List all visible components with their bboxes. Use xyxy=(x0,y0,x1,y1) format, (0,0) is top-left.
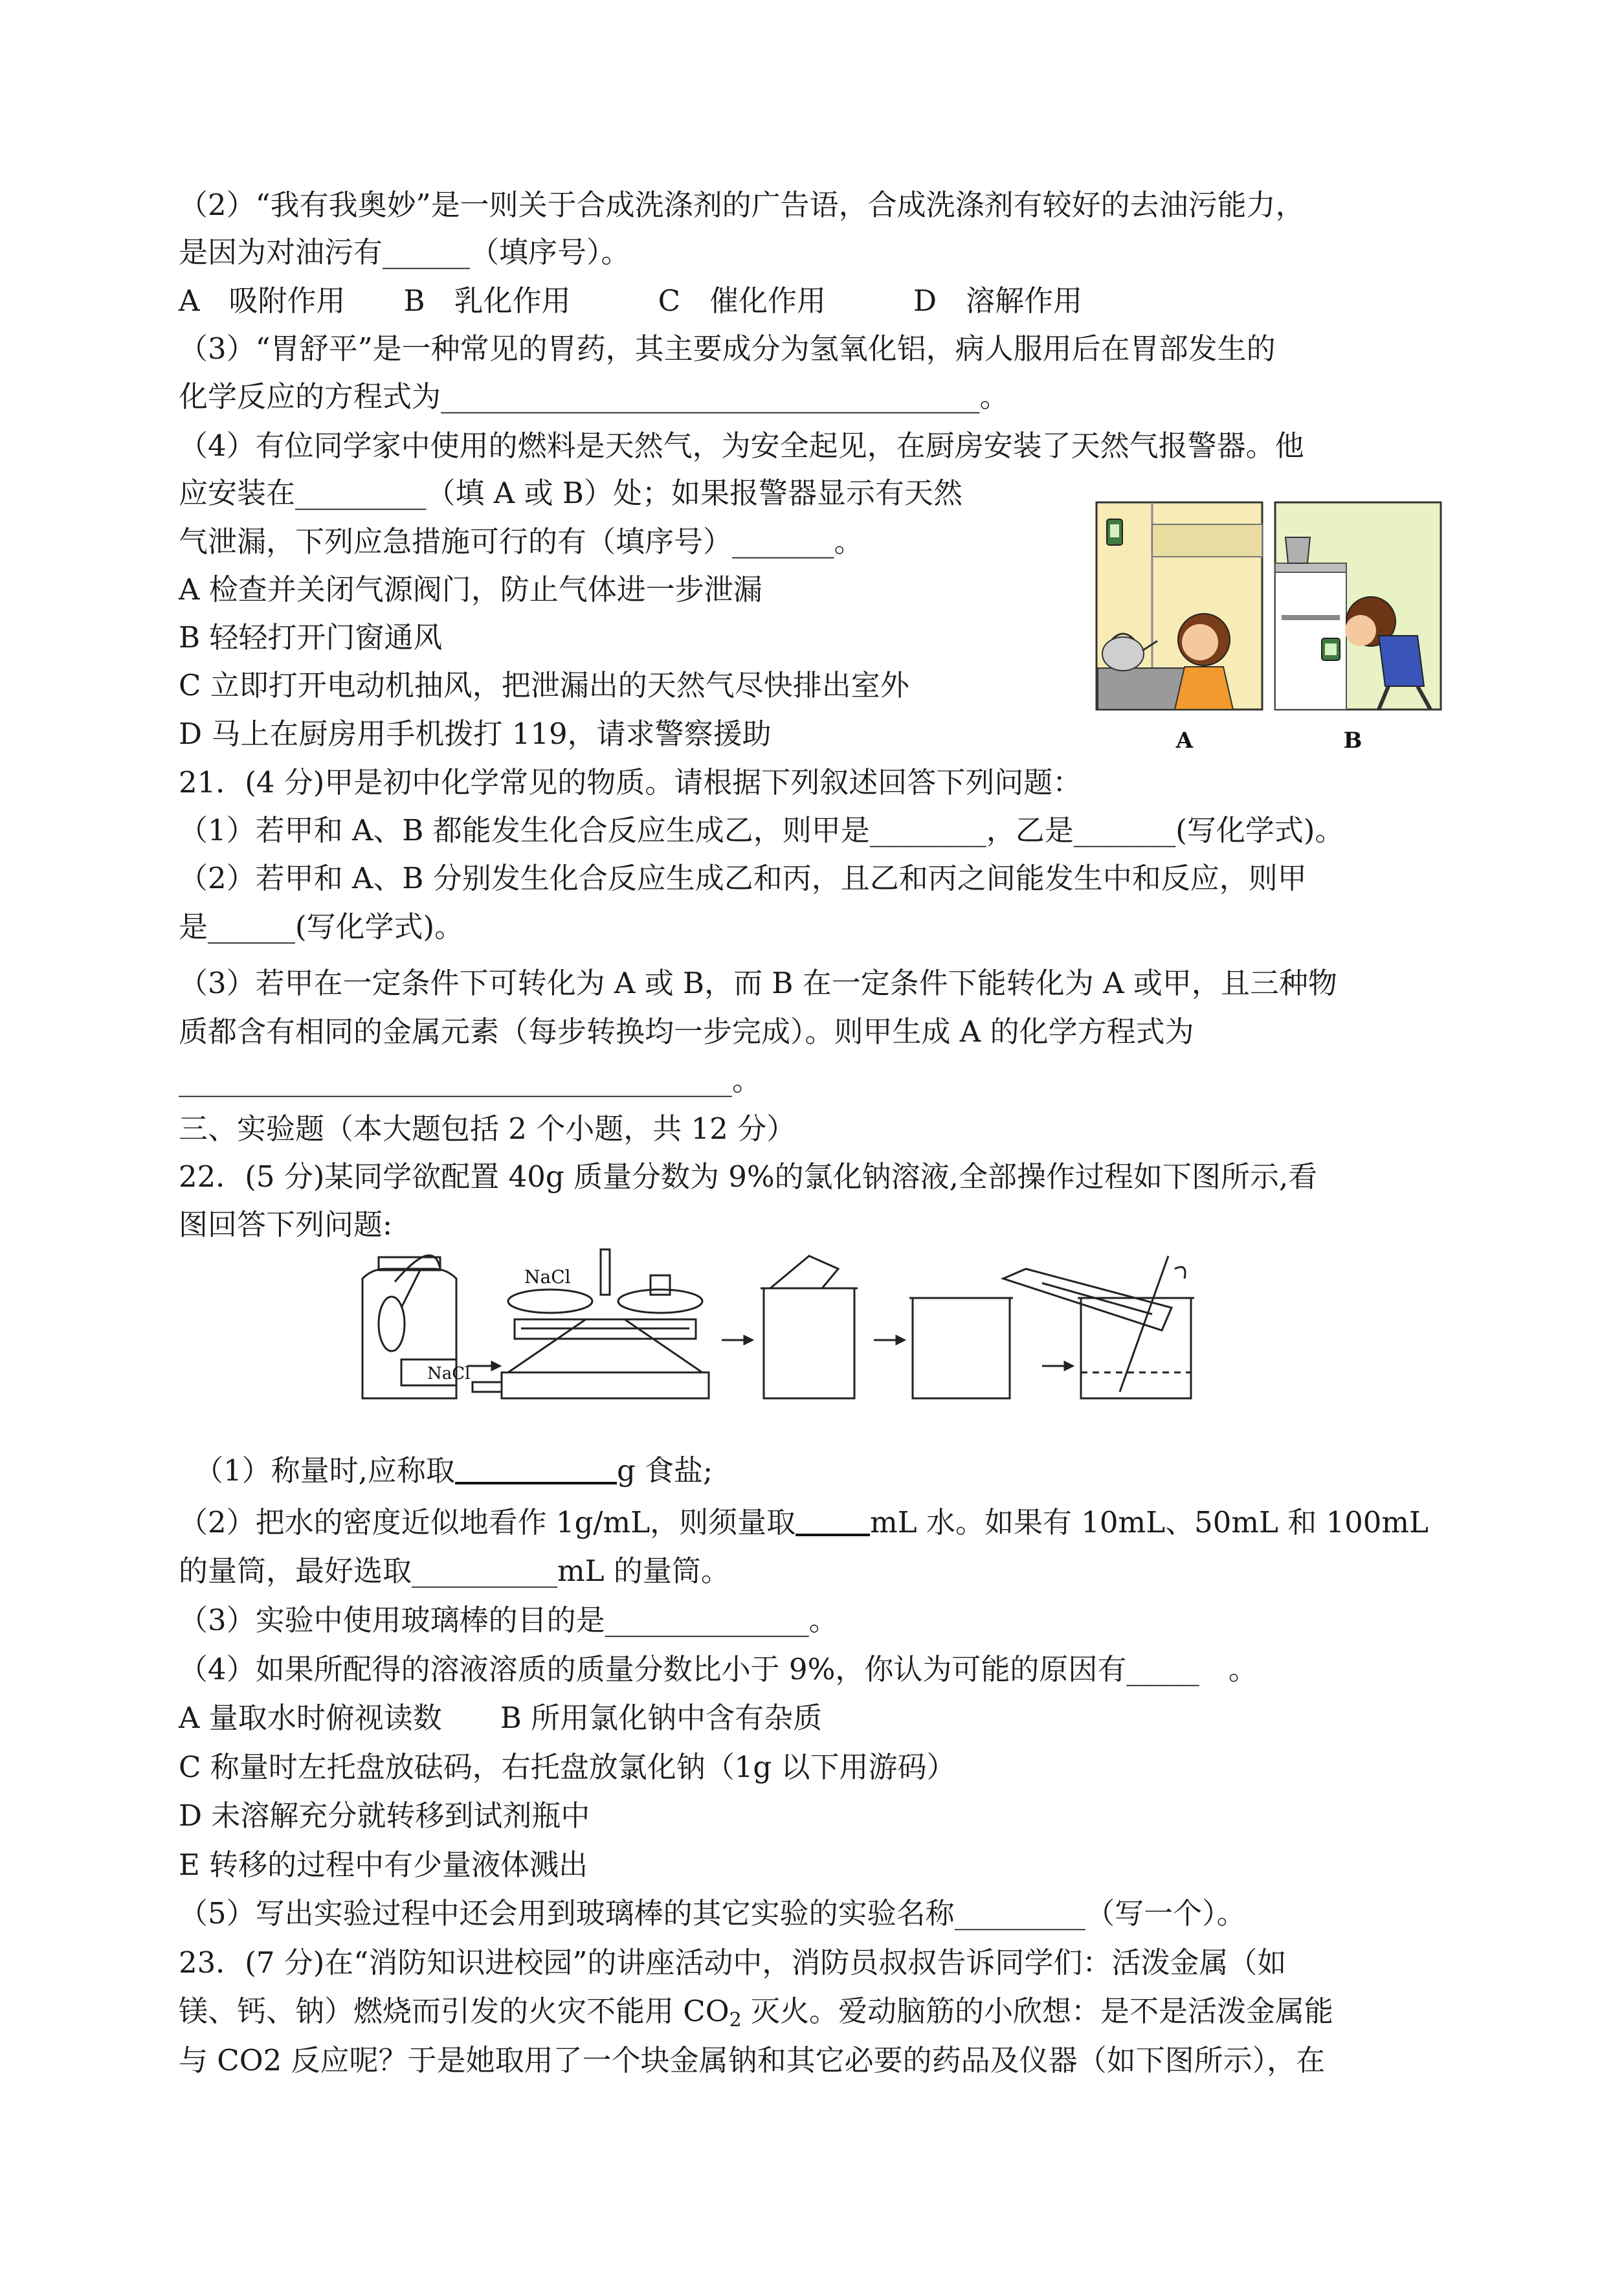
beaker-with-stirring-rod xyxy=(1078,1256,1194,1398)
q21-part2-line1: （2）若甲和 A、B 分别发生化合反应生成乙和丙，且乙和丙之间能发生中和反应，则甲 xyxy=(179,861,1307,895)
q22-part1-blank xyxy=(455,1456,617,1484)
q23-line2-sub: 2 xyxy=(729,2009,742,2031)
q20-part3-line2: 化学反应的方程式为_____________________________________。 xyxy=(179,379,1009,414)
q20-part3-line1: （3）“胃舒平”是一种常见的胃药，其主要成分为氢氧化铝，病人服用后在胃部发生的 xyxy=(179,331,1276,366)
q20-part4-line1: （4）有位同学家中使用的燃料是天然气，为安全起见，在厨房安装了天然气报警器。他 xyxy=(179,429,1304,463)
nacl-bottle-label: NaCl xyxy=(427,1364,471,1383)
kitchen-detector-figure xyxy=(1094,498,1443,751)
q22-option-c: C 称量时左托盘放砝码，右托盘放氯化钠（1g 以下用游码） xyxy=(179,1750,956,1784)
q23-line3: 与 CO2 反应呢？于是她取用了一个块金属钠和其它必要的药品及仪器（如下图所示），在 xyxy=(179,2043,1326,2077)
beaker-with-cylinder xyxy=(909,1269,1172,1398)
q23-line2-post: 灭火。爱动脑筋的小欣想：是不是活泼金属能 xyxy=(741,1994,1334,2028)
q22-part1-pre: （1）称量时,应称取 xyxy=(194,1453,455,1488)
q22-part2-pre: （2）把水的密度近似地看作 1g/mL，则须量取 xyxy=(179,1505,796,1539)
q20-part4-line3: 气泄漏，下列应急措施可行的有（填序号）_______。 xyxy=(179,524,863,559)
panel-a-illustration xyxy=(1096,502,1262,710)
solution-preparation-figure xyxy=(356,1243,1327,1418)
q20-option-c: C 立即打开电动机抽风，把泄漏出的天然气尽快排出室外 xyxy=(179,668,909,702)
q20-option-b: B 轻轻打开门窗通风 xyxy=(179,620,443,654)
q22-part4: （4）如果所配得的溶液溶质的质量分数比小于 9%，你认为可能的原因有_____ 。 xyxy=(179,1652,1258,1686)
q20-part2-options: A 吸附作用 B 乳化作用 C 催化作用 D 溶解作用 xyxy=(179,284,1083,318)
q22-part2-line2: 的量筒，最好选取__________mL 的量筒。 xyxy=(179,1554,730,1588)
section3-title: 三、实验题（本大题包括 2 个小题，共 12 分） xyxy=(179,1112,796,1146)
q21-part3-line3: ______________________________________。 xyxy=(179,1063,762,1097)
beaker-with-paper xyxy=(761,1256,858,1398)
q21-part3-line1: （3）若甲在一定条件下可转化为 A 或 B，而 B 在一定条件下能转化为 A 或甲，且三种物 xyxy=(179,966,1337,1000)
q21-part3-line2: 质都含有相同的金属元素（每步转换均一步完成）。则甲生成 A 的化学方程式为 xyxy=(179,1014,1194,1049)
panel-b-label: B xyxy=(1343,728,1363,751)
q22-part1-post: g 食盐; xyxy=(616,1453,713,1488)
q20-part4-line2: 应安装在_________（填 A 或 B）处；如果报警器显示有天然 xyxy=(179,476,962,510)
q23-line2-pre: 镁、钙、钠）燃烧而引发的火灾不能用 CO xyxy=(179,1994,729,2028)
q22-option-ab: A 量取水时俯视读数 B 所用氯化钠中含有杂质 xyxy=(179,1701,823,1735)
q21-title: 21．(4 分)甲是初中化学常见的物质。请根据下列叙述回答下列问题： xyxy=(179,765,1082,800)
panel-a-label: A xyxy=(1175,728,1194,751)
q22-title-line1: 22．(5 分)某同学欲配置 40g 质量分数为 9%的氯化钠溶液,全部操作过程如下图所示,看 xyxy=(179,1159,1318,1194)
q22-part1 xyxy=(194,1452,713,1490)
q22-part2-post: mL 水。如果有 10mL、50mL 和 100mL xyxy=(870,1505,1429,1539)
q20-option-d: D 马上在厨房用手机拨打 119，请求警察援助 xyxy=(179,717,772,751)
q20-option-a: A 检查并关闭气源阀门，防止气体进一步泄漏 xyxy=(179,572,762,607)
q23-line1: 23．(7 分)在“消防知识进校园”的讲座活动中，消防员叔叔告诉同学们：活泼金属（如 xyxy=(179,1945,1287,1980)
q22-part5: （5）写出实验过程中还会用到玻璃棒的其它实验的实验名称_________（写一个）。 xyxy=(179,1896,1246,1930)
q22-part3: （3）实验中使用玻璃棒的目的是______________。 xyxy=(179,1603,838,1637)
nacl-balance-label: NaCl xyxy=(524,1266,571,1288)
q23-line2 xyxy=(179,1993,1333,2030)
q21-part1: （1）若甲和 A、B 都能发生化合反应生成乙，则甲是________，乙是_______(写化学式)。 xyxy=(179,813,1344,847)
q20-part2-line2: 是因为对油污有______（填序号）。 xyxy=(179,235,630,269)
weighing-paper xyxy=(473,1382,502,1392)
q22-option-e: E 转移的过程中有少量液体溅出 xyxy=(179,1848,588,1882)
q22-option-d: D 未溶解充分就转移到试剂瓶中 xyxy=(179,1798,590,1833)
panel-b-illustration xyxy=(1275,502,1441,710)
q22-part2-line1 xyxy=(179,1504,1429,1541)
q20-part2-line1: （2）“我有我奥妙”是一则关于合成洗涤剂的广告语，合成洗涤剂有较好的去油污能力， xyxy=(179,188,1305,222)
q22-part2-blank xyxy=(795,1508,870,1536)
q21-part2-line2: 是______(写化学式)。 xyxy=(179,910,464,944)
q22-title-line2: 图回答下列问题: xyxy=(179,1207,393,1242)
